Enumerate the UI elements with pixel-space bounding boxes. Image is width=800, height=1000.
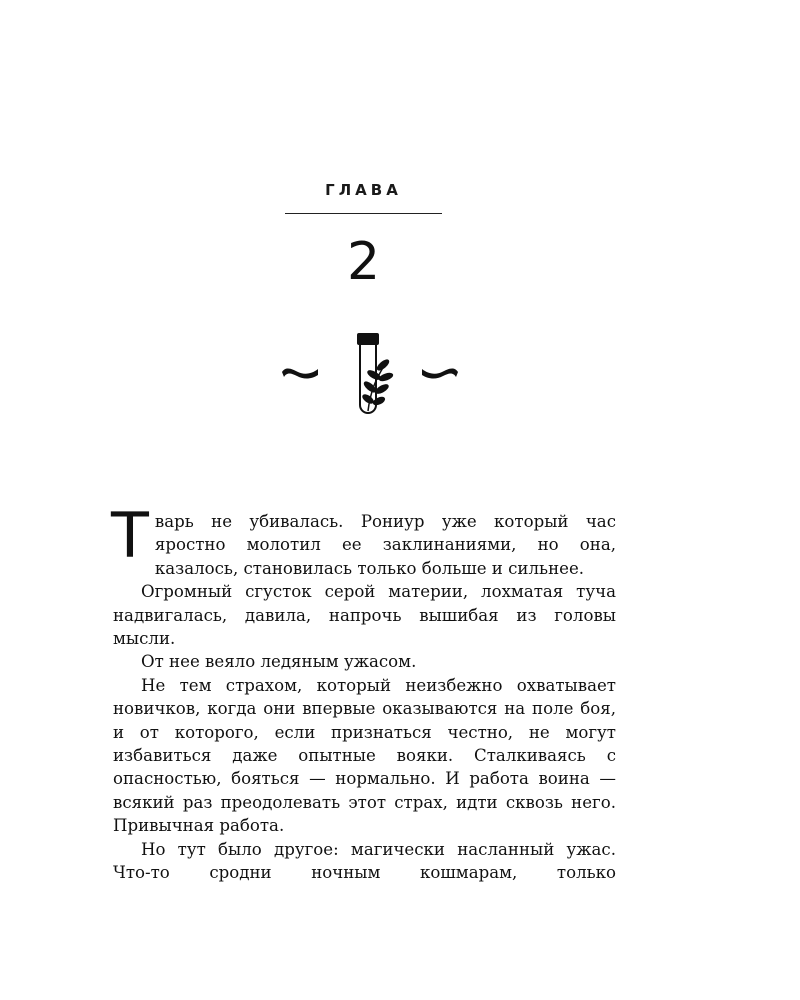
paragraph-2: Огромный сгусток серой материи, лохматая туча надвигалась, давила, напрочь вышибая из головы мысли.	[113, 582, 616, 649]
test-tube-with-herb-icon	[270, 325, 470, 420]
herb-sprig	[361, 358, 393, 411]
left-swash	[282, 369, 318, 379]
chapter-label: ГЛАВА	[325, 181, 402, 199]
paragraph-1	[111, 499, 616, 580]
chapter-text	[111, 499, 616, 885]
paragraph-4: Не тем страхом, который неизбежно охватывает новичков, когда они впервые оказываются на поле боя, и от которого, если признаться честно, не могут избавиться даже опытные вояки. Сталкиваясь с опасностью, бояться — нормально. И работа воина — всякий раз преодолевать этот страх, идти сквозь него. Привычная работа.	[113, 675, 616, 836]
drop-cap: Т	[111, 499, 149, 572]
paragraph-3: От нее веяло ледяным ужасом.	[141, 652, 417, 672]
chapter-number: 2	[346, 232, 381, 292]
paragraph-5: Но тут было другое: магически насланный ужас. Что-то сродни ночным кошмарам, только	[113, 839, 616, 883]
paragraph-1-text: варь не убивалась. Рониур уже который час яростно молотил ее заклинаниями, но она, казалось, становилась только больше и сильнее.	[154, 512, 616, 578]
right-swash	[422, 369, 458, 379]
tube-cap	[357, 333, 379, 345]
chapter-divider	[285, 213, 442, 214]
